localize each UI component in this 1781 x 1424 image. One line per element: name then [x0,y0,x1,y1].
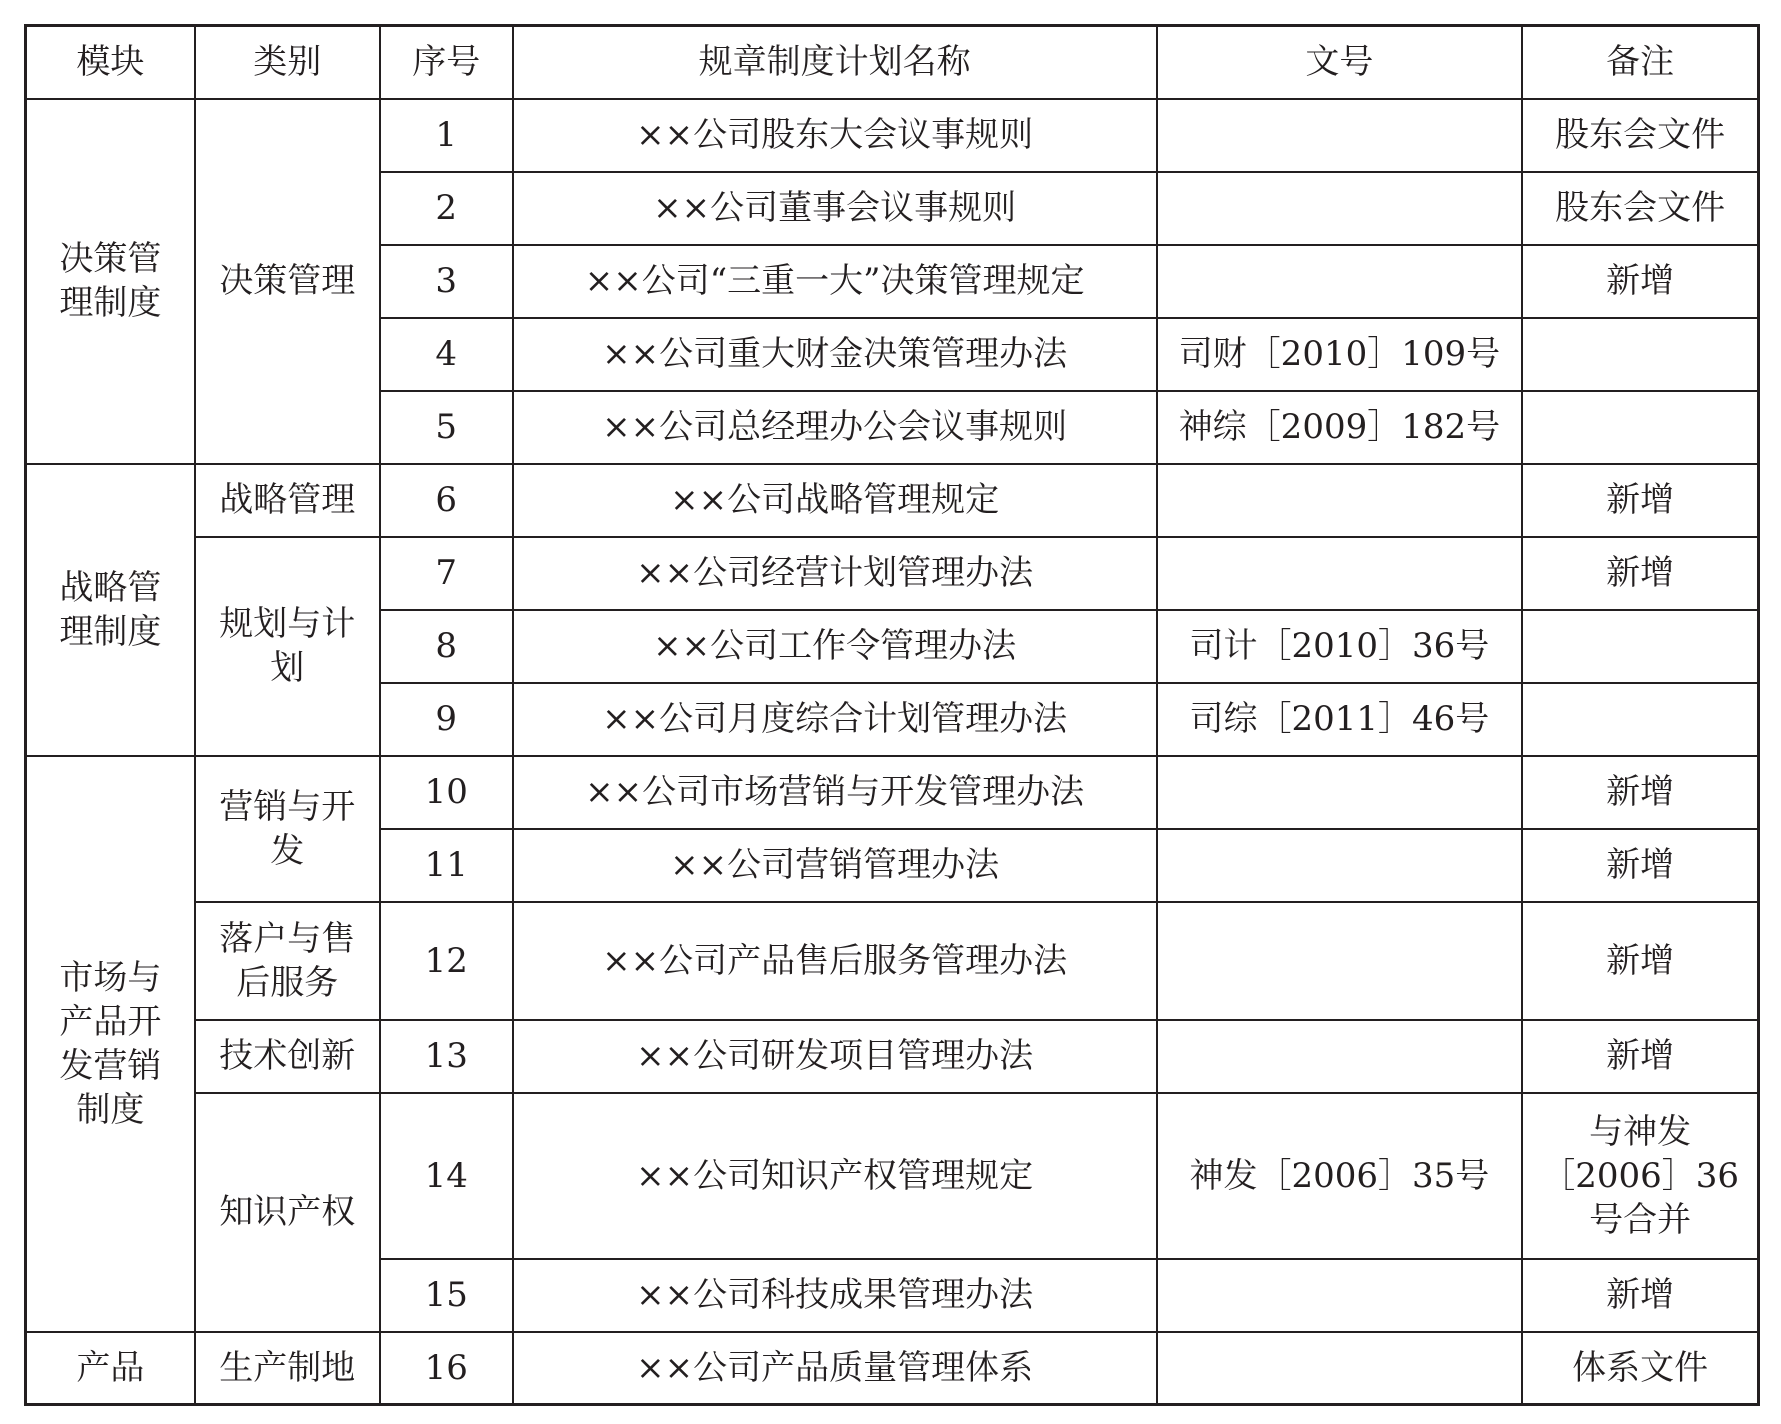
remark-cell [1522,391,1758,464]
doc-cell [1157,756,1523,829]
module-cell: 战略管理制度 [26,464,195,756]
category-cell: 生产制地 [195,1332,380,1405]
remark-cell [1522,318,1758,391]
header-category: 类别 [195,26,380,99]
name-cell: ××公司战略管理规定 [513,464,1157,537]
doc-cell: 司计［2010］36号 [1157,610,1523,683]
name-cell: ××公司营销管理办法 [513,829,1157,902]
category-cell: 技术创新 [195,1020,380,1093]
name-cell: ××公司工作令管理办法 [513,610,1157,683]
number-cell: 13 [380,1020,513,1093]
module-cell: 决策管理制度 [26,99,195,464]
header-number: 序号 [380,26,513,99]
number-cell: 15 [380,1259,513,1332]
remark-cell [1522,610,1758,683]
number-cell: 1 [380,99,513,172]
doc-cell [1157,902,1523,1020]
name-cell: ××公司科技成果管理办法 [513,1259,1157,1332]
category-cell: 营销与开发 [195,756,380,902]
remark-cell: 新增 [1522,245,1758,318]
number-cell: 7 [380,537,513,610]
remark-cell: 新增 [1522,756,1758,829]
doc-cell [1157,537,1523,610]
remark-cell: 新增 [1522,1259,1758,1332]
name-cell: ××公司董事会议事规则 [513,172,1157,245]
name-cell: ××公司总经理办公会议事规则 [513,391,1157,464]
doc-cell [1157,172,1523,245]
name-cell: ××公司知识产权管理规定 [513,1093,1157,1259]
doc-cell: 司财［2010］109号 [1157,318,1523,391]
doc-cell [1157,829,1523,902]
table-row [26,537,1759,610]
header-module: 模块 [26,26,195,99]
category-cell: 落户与售后服务 [195,902,380,1020]
doc-cell [1157,245,1523,318]
table-row [26,1020,1759,1093]
number-cell: 3 [380,245,513,318]
table-row [26,1093,1759,1259]
number-cell: 16 [380,1332,513,1405]
doc-cell: 神发［2006］35号 [1157,1093,1523,1259]
table-row [26,1332,1759,1405]
remark-cell: 与神发［2006］36号合并 [1522,1093,1758,1259]
doc-cell [1157,1259,1523,1332]
header-doc-number: 文号 [1157,26,1523,99]
name-cell: ××公司产品质量管理体系 [513,1332,1157,1405]
remark-cell: 股东会文件 [1522,99,1758,172]
name-cell: ××公司经营计划管理办法 [513,537,1157,610]
category-cell: 战略管理 [195,464,380,537]
doc-cell [1157,1332,1523,1405]
header-row [26,26,1759,99]
table-row [26,902,1759,1020]
name-cell: ××公司市场营销与开发管理办法 [513,756,1157,829]
remark-cell: 体系文件 [1522,1332,1758,1405]
remark-cell: 股东会文件 [1522,172,1758,245]
header-plan-name: 规章制度计划名称 [513,26,1157,99]
name-cell: ××公司重大财金决策管理办法 [513,318,1157,391]
category-cell: 规划与计划 [195,537,380,756]
module-cell: 产品 [26,1332,195,1405]
regulation-plan-table [24,24,1760,1406]
number-cell: 8 [380,610,513,683]
table-row [26,756,1759,829]
number-cell: 14 [380,1093,513,1259]
doc-cell: 司综［2011］46号 [1157,683,1523,756]
name-cell: ××公司股东大会议事规则 [513,99,1157,172]
category-cell: 知识产权 [195,1093,380,1332]
number-cell: 4 [380,318,513,391]
name-cell: ××公司产品售后服务管理办法 [513,902,1157,1020]
doc-cell [1157,1020,1523,1093]
name-cell: ××公司“三重一大”决策管理规定 [513,245,1157,318]
name-cell: ××公司月度综合计划管理办法 [513,683,1157,756]
remark-cell: 新增 [1522,537,1758,610]
table-row [26,99,1759,172]
remark-cell: 新增 [1522,902,1758,1020]
doc-cell: 神综［2009］182号 [1157,391,1523,464]
header-remark: 备注 [1522,26,1758,99]
regulation-table-container [24,24,1760,1406]
number-cell: 12 [380,902,513,1020]
number-cell: 9 [380,683,513,756]
number-cell: 10 [380,756,513,829]
category-cell: 决策管理 [195,99,380,464]
remark-cell [1522,683,1758,756]
number-cell: 2 [380,172,513,245]
doc-cell [1157,464,1523,537]
doc-cell [1157,99,1523,172]
number-cell: 11 [380,829,513,902]
module-cell: 市场与产品开发营销制度 [26,756,195,1332]
remark-cell: 新增 [1522,464,1758,537]
remark-cell: 新增 [1522,1020,1758,1093]
table-row [26,464,1759,537]
remark-cell: 新增 [1522,829,1758,902]
name-cell: ××公司研发项目管理办法 [513,1020,1157,1093]
number-cell: 6 [380,464,513,537]
number-cell: 5 [380,391,513,464]
